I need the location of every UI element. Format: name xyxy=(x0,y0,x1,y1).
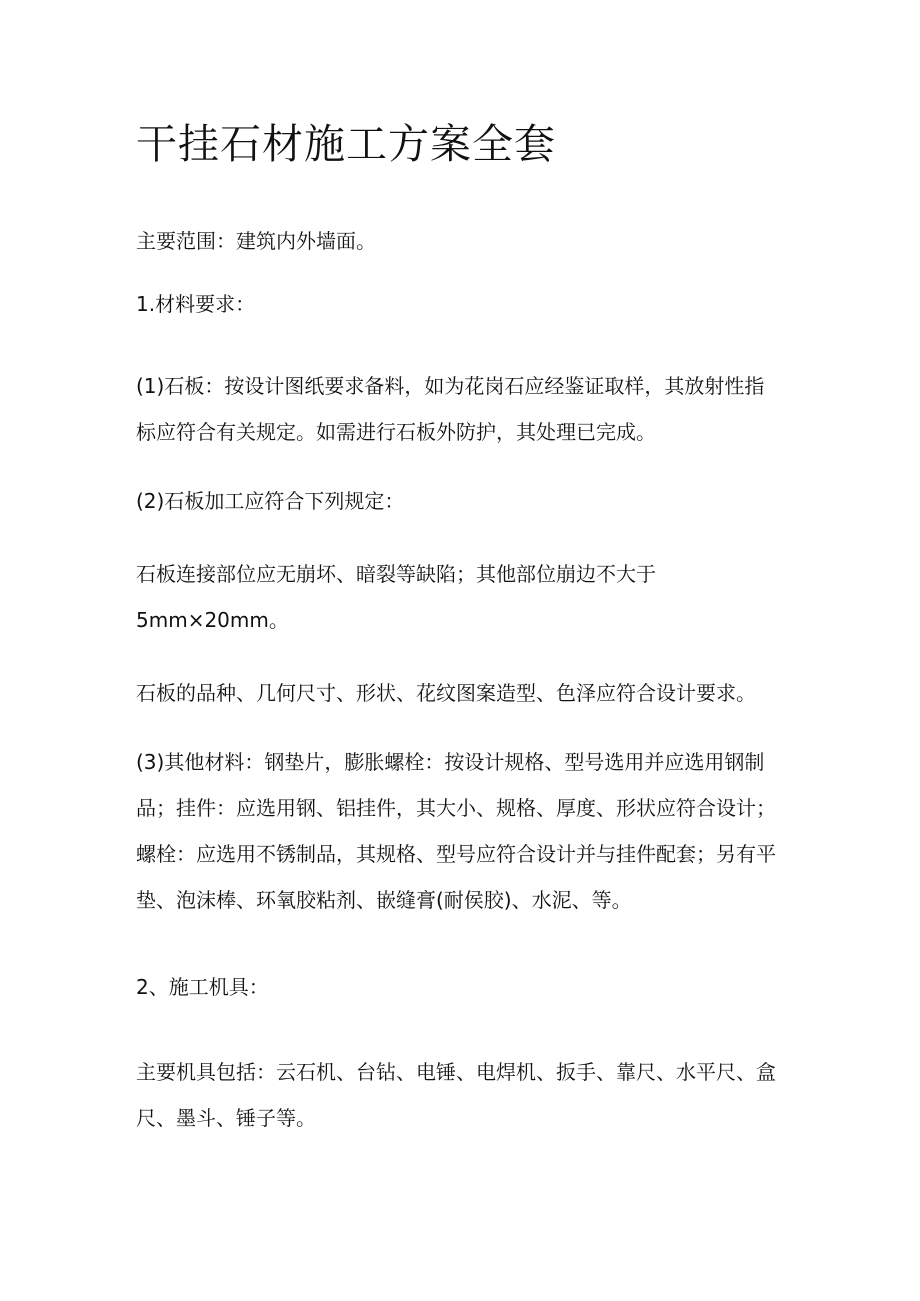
paragraph-line: 主要范围：建筑内外墙面。 xyxy=(136,229,376,253)
paragraph-line: (1)石板：按设计图纸要求备料，如为花岗石应经鉴证取样，其放射性指 xyxy=(136,374,765,398)
paragraph-line: 石板连接部位应无崩坏、暗裂等缺陷；其他部位崩边不大于 xyxy=(136,562,656,586)
paragraph-line: 尺、墨斗、锤子等。 xyxy=(136,1106,316,1130)
paragraph-line: 主要机具包括：云石机、台钻、电锤、电焊机、扳手、靠尺、水平尺、盒 xyxy=(136,1060,776,1084)
stone-slab-paragraph xyxy=(136,363,786,455)
main-tools-paragraph xyxy=(136,1049,786,1141)
construction-tools-heading xyxy=(136,964,786,1010)
connection-defects-paragraph xyxy=(136,551,786,643)
paragraph-line: 螺栓：应选用不锈制品，其规格、型号应符合设计并与挂件配套；另有平 xyxy=(136,842,776,866)
paragraph-line: (2)石板加工应符合下列规定： xyxy=(136,489,405,513)
document-title: 干挂石材施工方案全套 xyxy=(136,120,556,168)
paragraph-line: 2、施工机具： xyxy=(136,975,269,999)
processing-rules-heading xyxy=(136,478,786,524)
paragraph-line: 品；挂件：应选用钢、铝挂件，其大小、规格、厚度、形状应符合设计； xyxy=(136,796,776,820)
paragraph-line: 石板的品种、几何尺寸、形状、花纹图案造型、色泽应符合设计要求。 xyxy=(136,681,756,705)
other-materials-paragraph xyxy=(136,739,786,923)
paragraph-line: 5mm×20mm。 xyxy=(136,608,289,632)
variety-requirements-paragraph xyxy=(136,670,786,716)
paragraph-line: 标应符合有关规定。如需进行石板外防护，其处理已完成。 xyxy=(136,420,656,444)
paragraph-line: 垫、泡沫棒、环氧胶粘剂、嵌缝膏(耐侯胶)、水泥、等。 xyxy=(136,888,632,912)
scope-paragraph xyxy=(136,218,786,264)
material-requirements-heading xyxy=(136,281,786,327)
paragraph-line: 1.材料要求： xyxy=(136,292,256,316)
paragraph-line: (3)其他材料：钢垫片，膨胀螺栓：按设计规格、型号选用并应选用钢制 xyxy=(136,750,765,774)
